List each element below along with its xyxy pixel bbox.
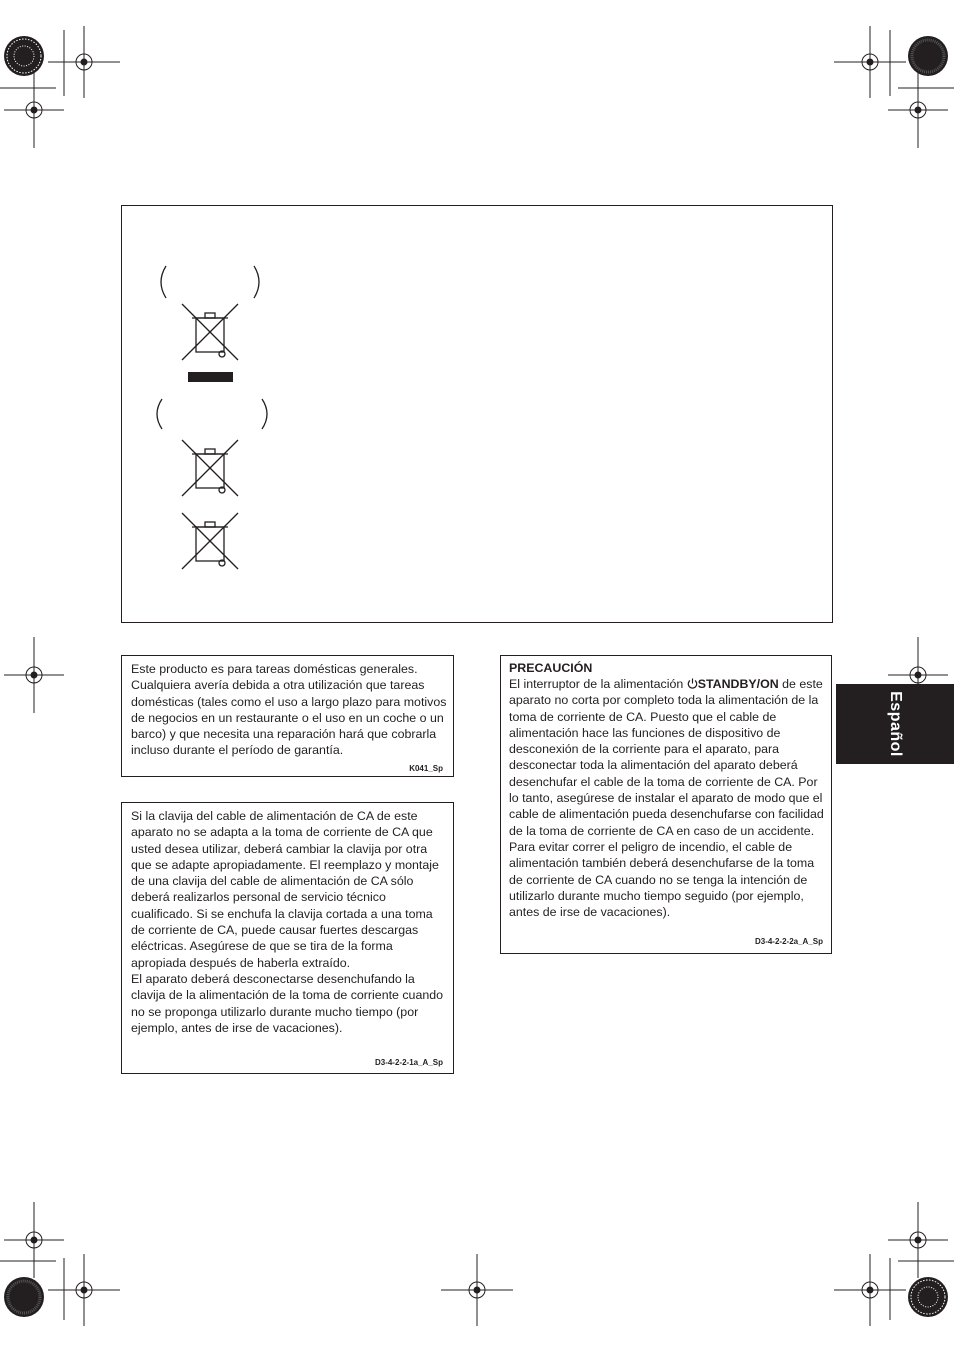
language-tab: [836, 684, 954, 764]
document-code: K041_Sp: [409, 764, 443, 773]
registration-target-icon: [48, 1254, 120, 1326]
registration-target-icon: [888, 72, 948, 148]
power-standby-icon: [687, 677, 698, 688]
language-tab-label: Español: [887, 691, 904, 757]
standby-on-label: STANDBY/ON: [697, 677, 779, 691]
registration-target-icon: [834, 1254, 906, 1326]
registration-target-icon: [4, 1202, 64, 1278]
document-code: D3-4-2-2-2a_A_Sp: [754, 937, 823, 946]
ac-plug-paragraph-2: El aparato deberá desconectarse desenchufando la clavija de la alimentación de la toma de corriente cuando no se proponga utilizarlo durante mucho tiempo (por ejemplo, antes de irse de vacaciones).: [131, 971, 444, 1035]
registration-target-icon: [888, 1202, 948, 1278]
domestic-use-notice: [121, 655, 454, 777]
color-calibration-wheel-icon: [908, 1277, 948, 1317]
weee-disposal-box: [121, 205, 833, 623]
registration-target-icon: [48, 26, 120, 98]
domestic-use-text: Este producto es para tareas domésticas generales. Cualquiera avería debida a otra utilización que tareas domésticas (tales como el uso a largo plazo para motivos de negocios en un restaurante o el uso en un coche o un barco) y que necesita una reparación hará que cobrarla incluso durante el período de garantía.: [131, 662, 447, 758]
crossed-out-wheelie-bin-icon: [182, 513, 238, 569]
caution-heading: PRECAUCIÓN: [509, 661, 593, 675]
registration-target-icon: [4, 72, 64, 148]
caution-text: [509, 676, 827, 920]
caution-notice: [500, 655, 832, 954]
ac-plug-paragraph-1: Si la clavija del cable de alimentación de CA de este aparato no se adapta a la toma de corriente de CA que usted desea utilizar, deberá cambiar la clavija por otra que se adapte apropiadamente. El reemplazo y montaje de una clavija del cable de alimentación de CA sólo deberá realizarlos personal de servicio técnico cualificado. Si se enchufa la clavija cortada a una toma de corriente de CA, puede causar fuertes descargas eléctricas. Asegúrese de que se tira de la forma apropiada después de haberla extraído.: [131, 809, 439, 970]
color-calibration-wheel-icon: [908, 36, 948, 76]
registration-target-icon: [4, 637, 64, 713]
crossed-out-wheelie-bin-icon: [182, 440, 238, 496]
weee-symbols: [122, 206, 834, 624]
ac-plug-notice: [121, 802, 454, 1074]
caution-text-before: El interruptor de la alimentación: [509, 677, 687, 691]
ac-plug-text: [131, 808, 447, 1036]
color-calibration-wheel-icon: [4, 36, 44, 76]
registration-target-icon: [441, 1254, 513, 1326]
weee-black-bar: [188, 372, 233, 382]
caution-text-after: de este aparato no corta por completo toda la alimentación de la toma de corriente de CA. Puesto que el cable de alimentación hace las funciones de dispositivo de desconexión de la corriente para el aparato, para desconectar toda la alimentación del aparato deberá desenchufar el cable de la toma de corriente de CA. Por lo tanto, asegúrese de instalar el aparato de modo que el cable de alimentación pueda desenchufarse con facilidad de la toma de corriente de CA en caso de un accidente. Para evitar correr el peligro de incendio, el cable de alimentación también deberá desenchufarse de la toma de corriente de CA cuando no se tenga la intención de utilizarlo durante mucho tiempo seguido (por ejemplo, antes de irse de vacaciones).: [509, 677, 824, 920]
registration-target-icon: [834, 26, 906, 98]
crossed-out-wheelie-bin-icon: [182, 304, 238, 360]
color-calibration-wheel-icon: [4, 1277, 44, 1317]
document-code: D3-4-2-2-1a_A_Sp: [374, 1058, 443, 1067]
